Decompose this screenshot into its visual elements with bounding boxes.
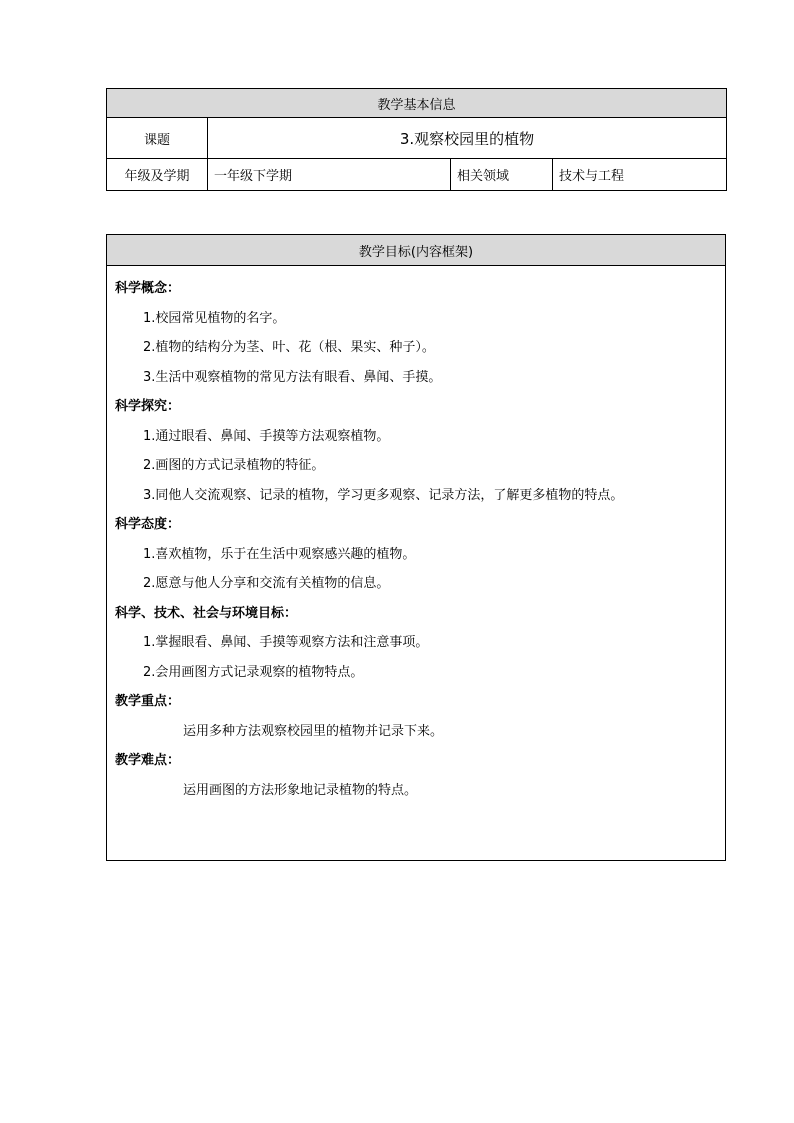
- section-title-stse: 科学、技术、社会与环境目标：: [115, 605, 298, 621]
- section-title-attitude: 科学态度：: [115, 517, 181, 532]
- objective-item: 1.喜欢植物，乐于在生活中观察感兴趣的植物。: [143, 546, 416, 562]
- objectives-header: 教学目标(内容框架): [107, 235, 726, 266]
- section-title-inquiry: 科学探究：: [115, 399, 181, 414]
- objectives-body: [107, 266, 726, 861]
- topic-label: 课题: [107, 118, 208, 159]
- objective-item: 1.校园常见植物的名字。: [143, 310, 286, 326]
- objective-item: 2.植物的结构分为茎、叶、花（根、果实、种子）。: [143, 340, 435, 355]
- basic-info-table: [106, 88, 727, 191]
- objective-item: 2.会用画图方式记录观察的植物特点。: [143, 664, 364, 680]
- grade-value: 一年级下学期: [208, 159, 451, 191]
- field-value: 技术与工程: [553, 159, 727, 191]
- field-label: 相关领域: [451, 159, 553, 191]
- basic-info-header: 教学基本信息: [107, 89, 727, 118]
- objectives-table: [106, 234, 726, 861]
- objective-item: 1.掌握眼看、鼻闻、手摸等观察方法和注意事项。: [143, 635, 429, 650]
- key-point-text: 运用多种方法观察校园里的植物并记录下来。: [183, 723, 444, 739]
- objective-item: 2.愿意与他人分享和交流有关植物的信息。: [143, 576, 390, 591]
- difficulty-text: 运用画图的方法形象地记录植物的特点。: [183, 782, 418, 798]
- objective-item: 3.同他人交流观察、记录的植物，学习更多观察、记录方法，了解更多植物的特点。: [143, 487, 624, 503]
- grade-label: 年级及学期: [107, 159, 208, 191]
- objective-item: 2.画图的方式记录植物的特征。: [143, 458, 325, 473]
- section-title-difficulty: 教学难点：: [115, 753, 181, 768]
- section-title-key-point: 教学重点：: [115, 694, 181, 709]
- section-title-concept: 科学概念：: [115, 281, 181, 296]
- lesson-title: 3.观察校园里的植物: [208, 118, 727, 159]
- objective-item: 3.生活中观察植物的常见方法有眼看、鼻闻、手摸。: [143, 369, 442, 385]
- objective-item: 1.通过眼看、鼻闻、手摸等方法观察植物。: [143, 428, 390, 444]
